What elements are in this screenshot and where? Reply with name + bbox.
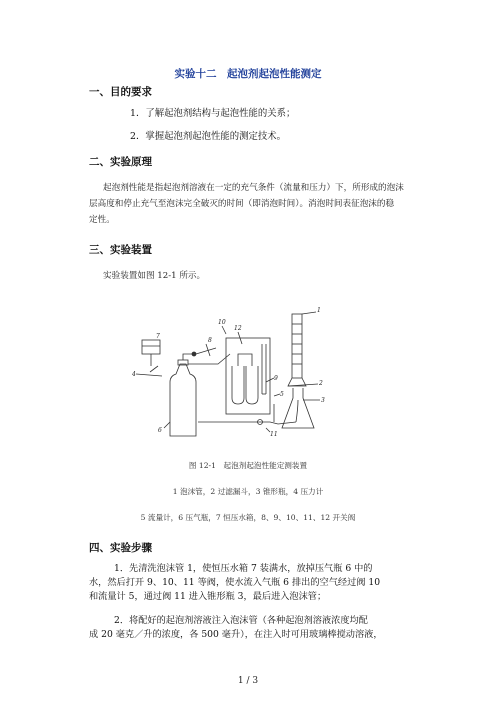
page-number-text: 1 / 3	[237, 676, 259, 686]
page-number	[0, 676, 496, 686]
figure-caption: 图 12-1 起泡剂起泡性能定测装置	[188, 461, 308, 470]
section-heading-principle: 二、实验原理	[89, 156, 152, 168]
label-7: 7	[156, 333, 160, 340]
section-heading-steps: 四、实验步骤	[89, 542, 152, 554]
label-2: 2	[319, 380, 323, 387]
figure-legend-2: 5 流量计，6 压气瓶，7 恒压水箱，8、9、10、11、12 开关阀	[140, 513, 356, 522]
label-4: 4	[132, 371, 136, 378]
water-tank-7	[142, 340, 160, 354]
label-9: 9	[274, 375, 278, 382]
figure-legend-1: 1 泡沫管，2 过滤漏斗，3 锥形瓶，4 压力计	[172, 487, 324, 496]
label-3: 3	[321, 397, 325, 404]
principle-line-2: 层高度和停止充气至泡沫完全破灭的时间（即消泡时间）。消泡时间表征泡沫的稳	[89, 199, 395, 209]
label-5: 5	[280, 391, 284, 398]
step-line-2: 水，然后打开 9、10、11 等阀，使水流入气瓶 6 排出的空气经过阀 10	[89, 577, 381, 588]
label-10: 10	[218, 319, 226, 326]
step-line-1: 1．先清洗泡沫管 1，使恒压水箱 7 装满水，放掉压气瓶 6 中的	[114, 563, 373, 574]
label-8: 8	[208, 337, 212, 344]
goal-item-1: 1．了解起泡剂结构与起泡性能的关系；	[130, 108, 296, 119]
principle-line-1: 起泡剂性能是指起泡剂溶液在一定的充气条件（流量和压力）下，所形成的泡沫	[103, 183, 404, 193]
label-1: 1	[317, 307, 321, 314]
section-heading-goals: 一、目的要求	[89, 86, 152, 98]
gas-bottle-6	[170, 364, 196, 436]
page-title: 实验十二 起泡剂起泡性能测定	[174, 68, 322, 80]
principle-line-3: 定性。	[89, 215, 115, 225]
section-heading-apparatus: 三、实验装置	[89, 244, 152, 256]
label-6: 6	[158, 427, 162, 434]
label-11: 11	[270, 431, 278, 438]
apparatus-diagram	[128, 304, 338, 452]
step-line-3: 和流量计 5，通过阀 11 进入锥形瓶 3，最后进入泡沫管；	[89, 591, 327, 602]
step-line-5: 成 20 毫克／升的浓度，各 500 毫升），在注入时可用玻璃棒搅动溶液，	[89, 629, 383, 640]
label-12: 12	[234, 325, 242, 332]
goal-item-2: 2．掌握起泡剂起泡性能的测定技术。	[130, 131, 286, 142]
apparatus-text: 实验装置如图 12-1 所示。	[103, 271, 206, 281]
step-line-4: 2．将配好的起泡剂溶液注入泡沫管（各种起泡剂溶液浓度均配	[114, 615, 368, 626]
